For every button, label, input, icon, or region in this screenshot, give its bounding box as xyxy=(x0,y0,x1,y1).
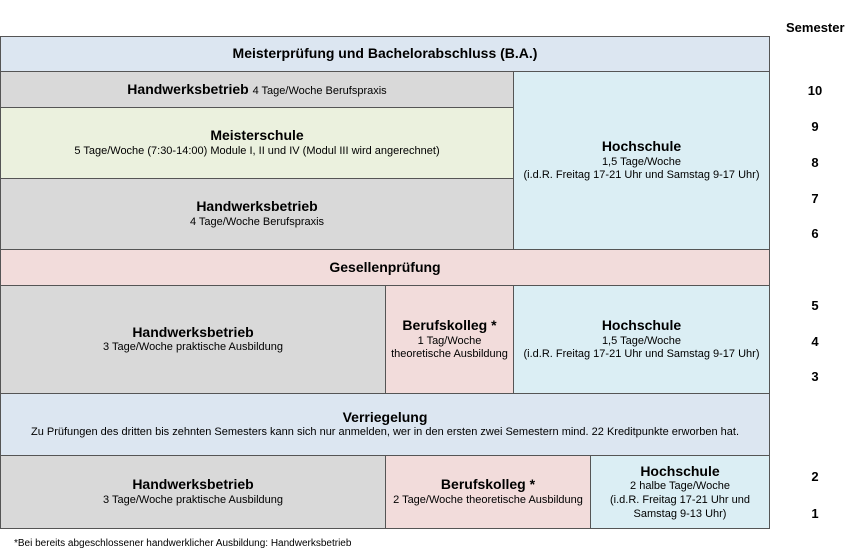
berufskolleg-sem3-line1: 1 Tag/Woche xyxy=(417,334,482,347)
handwerksbetrieb-sem3-text: 3 Tage/Woche praktische Ausbildung xyxy=(103,341,283,354)
hochschule-sem1-line3: Samstag 9-13 Uhr) xyxy=(633,507,727,520)
semester-number: 7 xyxy=(811,191,819,206)
hochschule-sem1-line2: (i.d.R. Freitag 17-21 Uhr und xyxy=(609,493,750,506)
berufskolleg-sem1-text: 2 Tage/Woche theoretische Ausbildung xyxy=(393,493,583,506)
meisterschule-title: Meisterschule xyxy=(210,127,304,144)
berufskolleg-sem1-title: Berufskolleg * xyxy=(440,476,536,493)
handwerksbetrieb-sem3-title: Handwerksbetrieb xyxy=(132,323,254,340)
verriegelung-text: Zu Prüfungen des dritten bis zehnten Semesters kann sich nur anmelden, wer in den ersten zwei Semestern mind. 22 Kreditpunkte erworben hat. xyxy=(30,426,740,439)
handwerksbetrieb-mid-title: Handwerksbetrieb xyxy=(196,198,318,215)
semester-header: Semester xyxy=(786,20,845,35)
hochschule-sem3-line1: 1,5 Tage/Woche xyxy=(601,334,682,347)
handwerksbetrieb-top xyxy=(0,71,514,108)
semester-number: 5 xyxy=(811,298,819,313)
semester-number: 9 xyxy=(811,119,819,134)
gesellenpruefung-title: Gesellenprüfung xyxy=(329,258,441,275)
handwerksbetrieb-top-title: Handwerksbetrieb xyxy=(127,80,249,97)
semester-number: 1 xyxy=(811,506,819,521)
semester-number: 8 xyxy=(811,155,819,170)
semester-number: 3 xyxy=(811,369,819,384)
hochschule-sem1 xyxy=(590,455,770,529)
berufskolleg-sem3 xyxy=(385,285,514,394)
semester-number: 10 xyxy=(807,83,823,98)
handwerksbetrieb-sem1-title: Handwerksbetrieb xyxy=(132,476,254,493)
verriegelung-title: Verriegelung xyxy=(342,408,428,425)
hochschule-upper-line1: 1,5 Tage/Woche xyxy=(601,155,682,168)
meisterschule-text: 5 Tage/Woche (7:30-14:00) Module I, II und IV (Modul III wird angerechnet) xyxy=(74,144,440,157)
hochschule-sem3-title: Hochschule xyxy=(601,317,682,333)
semester-number: 2 xyxy=(811,469,819,484)
meisterschule-box xyxy=(0,107,514,179)
gesellenpruefung-row xyxy=(0,249,770,286)
hochschule-sem3 xyxy=(513,285,770,394)
meisterpruefung-title: Meisterprüfung und Bachelorabschluss (B.A.) xyxy=(232,45,538,62)
handwerksbetrieb-mid xyxy=(0,178,514,250)
hochschule-upper-line2: (i.d.R. Freitag 17-21 Uhr und Samstag 9-17 Uhr) xyxy=(523,169,760,182)
handwerksbetrieb-sem1-text: 3 Tage/Woche praktische Ausbildung xyxy=(103,493,283,506)
hochschule-sem1-line1: 2 halbe Tage/Woche xyxy=(630,480,730,493)
berufskolleg-sem3-line2: theoretische Ausbildung xyxy=(391,348,508,361)
hochschule-sem1-title: Hochschule xyxy=(640,462,720,479)
hochschule-upper-title: Hochschule xyxy=(601,138,682,154)
footnote: *Bei bereits abgeschlossener handwerklicher Ausbildung: Handwerksbetrieb xyxy=(14,538,352,549)
verriegelung-row xyxy=(0,393,770,456)
berufskolleg-sem3-title: Berufskolleg * xyxy=(402,317,497,333)
semester-number: 6 xyxy=(811,226,819,241)
berufskolleg-sem1 xyxy=(385,455,591,529)
handwerksbetrieb-mid-text: 4 Tage/Woche Berufspraxis xyxy=(189,215,325,228)
handwerksbetrieb-sem3 xyxy=(0,285,386,394)
handwerksbetrieb-top-line xyxy=(127,81,386,99)
hochschule-sem3-line2: (i.d.R. Freitag 17-21 Uhr und Samstag 9-17 Uhr) xyxy=(523,348,760,361)
hochschule-upper xyxy=(513,71,770,250)
semester-number: 4 xyxy=(811,334,819,349)
handwerksbetrieb-sem1 xyxy=(0,455,386,529)
handwerksbetrieb-top-text: 4 Tage/Woche Berufspraxis xyxy=(252,84,387,97)
meisterpruefung-row xyxy=(0,36,770,72)
